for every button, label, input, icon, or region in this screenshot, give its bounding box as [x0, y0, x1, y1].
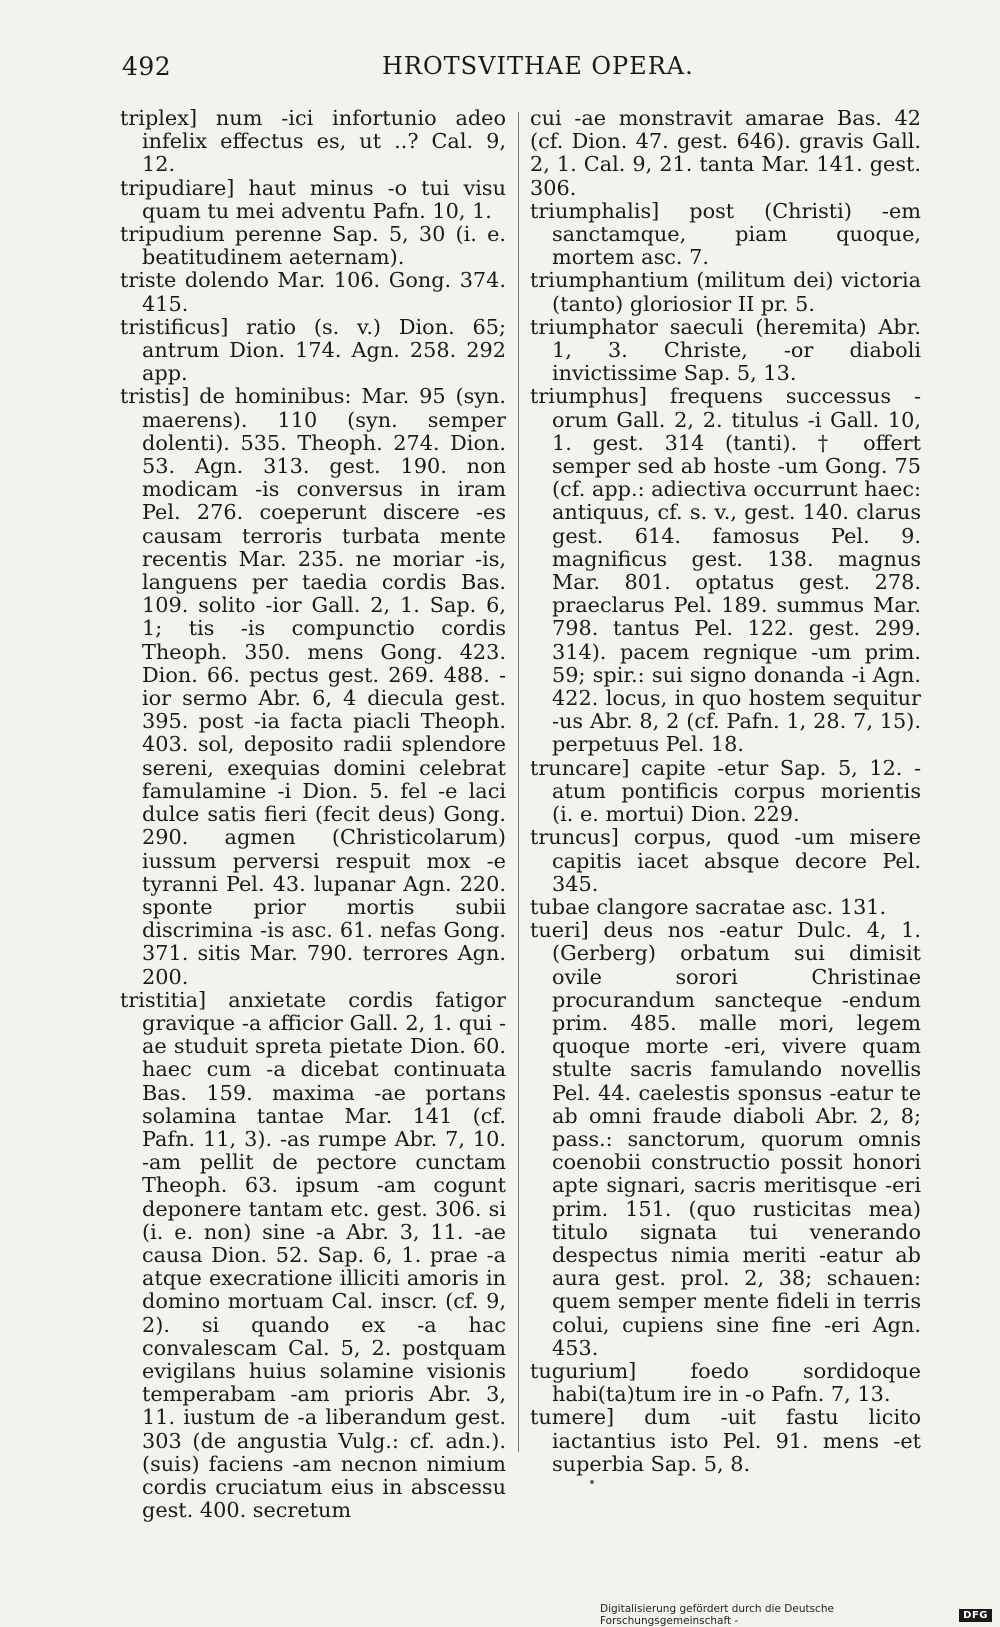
left-column [120, 107, 506, 1522]
entry-tumere: tumere] dum -uit fastu licito iactantius isto Pel. 91. mens -et superbia Sap. 5, 8. [530, 1405, 921, 1476]
entry-truncare: truncare] capite -etur Sap. 5, 12. -atum pontificis corpus morientis (i. e. mortui) Dion. 229. [530, 755, 921, 827]
entry-tristis: tristis] de hominibus: Mar. 95 (syn. maerens). 110 (syn. semper dolenti). 535. Theoph. 274. Dion. 53. Agn. 313. gest. 190. non modicam -is conversus in iram Pel. 276. coeperunt discere -es causam terroris turbata mente recentis Mar. 235. ne moriar -is, languens per taedia cordis Bas. 109. solito -ior Gall. 2, 1. Sap. 6, 1; tis -is compunctio cordis Theoph. 350. mens Gong. 423. Dion. 66. pectus gest. 269. 488. -ior sermo Abr. 6, 4 diecula gest. 395. post -ia facta piacli Theoph. 403. sol, deposito radii splendore sereni, exequias domini celebrat famulamine -i Dion. 5. fel -e laci dulce satis fieri (fecit deus) Gong. 290. agmen (Christicolarum) iussum perversi respuit mox -e tyranni Pel. 43. lupanar Agn. 220. sponte prior mortis subii discrimina -is asc. 61. nefas Gong. 371. sitis Mar. 790. terrores Agn. 200. [120, 384, 506, 989]
digitization-footer [600, 1603, 992, 1627]
entry-triumphator: triumphator saeculi (heremita) Abr. 1, 3. Christe, -or diaboli invictissime Sap. 5, 13. [530, 314, 921, 386]
entry-tristificus: tristificus] ratio (s. v.) Dion. 65; antrum Dion. 174. Agn. 258. 292 app. [120, 314, 506, 386]
entry-triumphantium: triumphantium (militum dei) victoria (tanto) gloriosior II pr. 5. [530, 268, 921, 316]
entry-triplex: triplex] num -ici infortunio adeo infelix effectus es, ut ..? Cal. 9, 12. [120, 106, 506, 177]
column-divider [518, 112, 519, 1452]
page-header [0, 52, 1000, 92]
entry-triumphus: triumphus] frequens successus -orum Gall. 2, 2. titulus -i Gall. 10, 1. gest. 314 (tanti). † offert semper sed ab hoste -um Gong. 75 (cf. app.: adiectiva occurrunt haec: antiquus, cf. s. v., gest. 140. clarus gest. 614. famosus Pel. 9. magnificus gest. 138. magnus Mar. 801. optatus gest. 278. praeclarus Pel. 189. summus Mar. 798. tantus Pel. 122. gest. 299. 314). pacem regnique -um prim. 59; spir.: sui signo donanda -i Agn. 422. locus, in quo hostem sequitur -us Abr. 8, 2 (cf. Pafn. 1, 28. 7, 15). perpetuus Pel. 18. [530, 384, 921, 757]
right-column [530, 107, 921, 1476]
entry-truncus: truncus] corpus, quod -um misere capitis iacet absque decore Pel. 345. [530, 825, 921, 896]
entry-tripudium: tripudium perenne Sap. 5, 30 (i. e. beatitudinem aeternam). [120, 222, 506, 270]
entry-tristitia-continued: cui -ae monstravit amarae Bas. 42 (cf. Dion. 47. gest. 646). gravis Gall. 2, 1. Cal. 9, 21. tanta Mar. 141. gest. 306. [530, 106, 921, 200]
entry-tueri: tueri] deus nos -eatur Dulc. 4, 1. (Gerberg) orbatum sui dimisit ovile sorori Christinae procurandum sancteque -endum prim. 485. malle mori, legem quoque morte -eri, vivere quam stulte sacris famulando novellis Pel. 44. caelestis sponsus -eatur te ab omni fraude diaboli Abr. 2, 8; pass.: sanctorum, quorum omnis coenobii constructio possit honori apte signari, sacris meritisque -eri prim. 151. (quo rusticitas mea) titulo signata tui venerando despectus nimia meriti -eatur ab aura gest. prol. 2, 38; schauen: quem semper mente fideli in terris colui, cupiens sine fine -eri Agn. 453. [530, 918, 921, 1360]
running-title: HROTSVITHAE OPERA. [382, 52, 694, 80]
entry-tugurium: tugurium] foedo sordidoque habi(ta)tum ire in -o Pafn. 7, 13. [530, 1358, 921, 1407]
entry-triumphalis: triumphalis] post (Christi) -em sanctamque, piam quoque, mortem asc. 7. [530, 198, 921, 270]
footer-credit: Digitalisierung gefördert durch die Deutsche Forschungsgemeinschaft - [600, 1603, 834, 1627]
print-speck [590, 1480, 594, 1484]
entry-tripudiare: tripudiare] haut minus -o tui visu quam tu mei adventu Pafn. 10, 1. [120, 175, 506, 223]
entry-tristitia: tristitia] anxietate cordis fatigor gravique -a afficior Gall. 2, 1. qui -ae studuit spreta pietate Dion. 60. haec cum -a dicebat continuata Bas. 159. maxima -ae portans solamina tantae Mar. 141 (cf. Pafn. 11, 3). -as rumpe Abr. 7, 10. -am pellit de pectore cunctam Theoph. 63. ipsum -am cogunt deponere tantam etc. gest. 306. si (i. e. non) sine -a Abr. 3, 11. -ae causa Dion. 52. Sap. 6, 1. prae -a atque execratione illiciti amoris in domino mortuam Cal. inscr. (cf. 9, 2). si quando ex -a hac convalescam Cal. 5, 2. postquam evigilans huius solamine visionis temperabam -am prioris Abr. 3, 11. iustum de -a liberandum gest. 303 (de angustia Vulg.: cf. adn.). (suis) faciens -am necnon nimium cordis cruciatum eius in abscessu gest. 400. secretum [120, 987, 506, 1523]
page-number: 492 [122, 52, 172, 81]
entry-triste: triste dolendo Mar. 106. Gong. 374. 415. [120, 268, 506, 316]
dfg-logo-icon: DFG [959, 1609, 992, 1622]
entry-tubae: tubae clangore sacratae asc. 131. [530, 894, 887, 919]
